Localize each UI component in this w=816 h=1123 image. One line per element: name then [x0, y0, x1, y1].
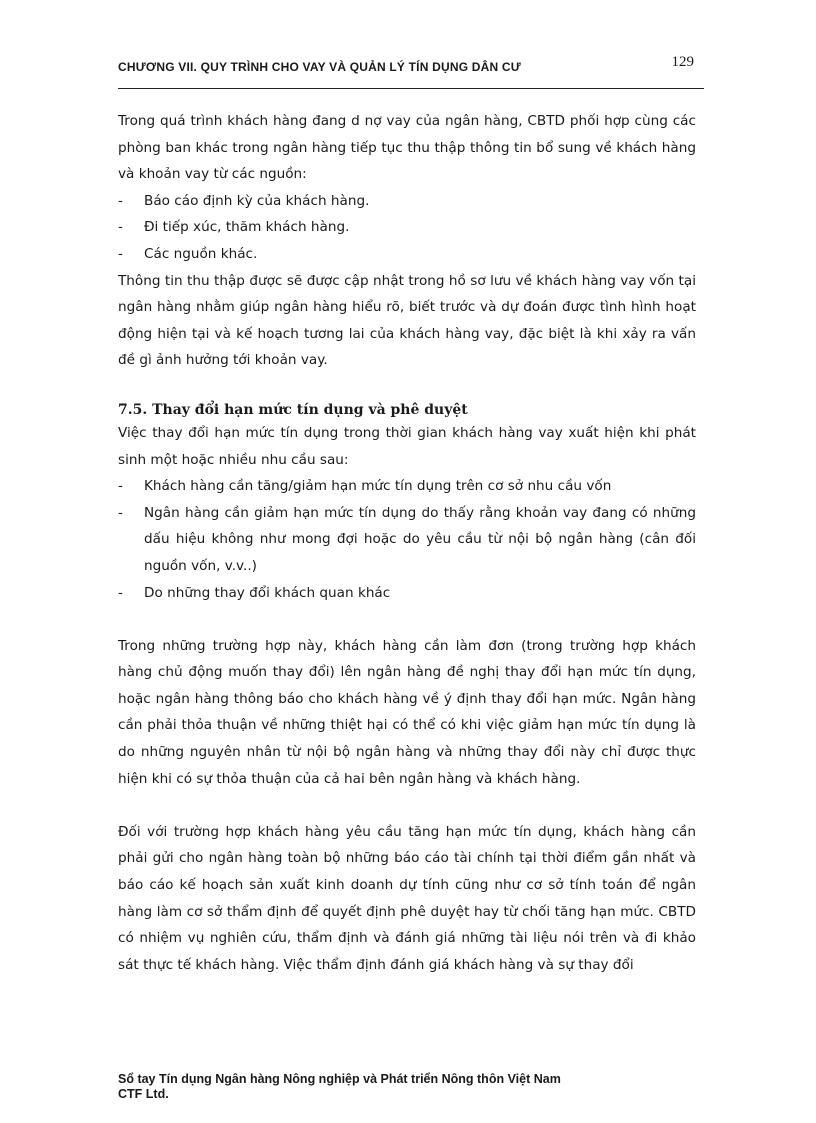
page-body — [118, 108, 696, 978]
increase-paragraph: Đối với trường hợp khách hàng yêu cầu tăng hạn mức tín dụng, khách hàng cần phải gửi cho ngân hàng toàn bộ những báo cáo tài chính tại thời điểm gần nhất và báo cáo kế hoạch sản xuất kinh doanh dự tính cũng như cơ sở tính toán để ngân hàng làm cơ sở thẩm định để quyết định phê duyệt hay từ chối tăng hạn mức. CBTD có nhiệm vụ nghiên cứu, thẩm định và đánh giá những tài liệu nói trên và đi khảo sát thực tế khách hàng. Việc thẩm định đánh giá khách hàng và sự thay đổi — [118, 823, 696, 973]
list-item-text: Báo cáo định kỳ của khách hàng. — [144, 192, 370, 209]
cases-paragraph: Trong những trường hợp này, khách hàng cần làm đơn (trong trường hợp khách hàng chủ động muốn thay đổi) lên ngân hàng đề nghị thay đổi hạn mức tín dụng, hoặc ngân hàng thông báo cho khách hàng về ý định thay đổi hạn mức. Ngân hàng cần phải thỏa thuận về những thiệt hại có thể có khi việc giảm hạn mức tín dụng là do những nguyên nhân từ nội bộ ngân hàng và những thay đổi này chỉ được thực hiện khi có sự thỏa thuận của cả hai bên ngân hàng và khách hàng. — [118, 637, 696, 787]
page-footer — [118, 1072, 561, 1102]
list-item — [118, 500, 696, 580]
chapter-title: CHƯƠNG VII. QUY TRÌNH CHO VAY VÀ QUẢN LÝ TÍN DỤNG DÂN CƯ — [118, 60, 521, 74]
intro-paragraph: Trong quá trình khách hàng đang d nợ vay của ngân hàng, CBTD phối hợp cùng các phòng ban khác trong ngân hàng tiếp tục thu thập thông tin bổ sung về khách hàng và khoản vay từ các nguồn: — [118, 113, 696, 183]
page-number: 129 — [671, 54, 694, 70]
footer-book-title: Sổ tay Tín dụng Ngân hàng Nông nghiệp và Phát triển Nông thôn Việt Nam — [118, 1072, 561, 1086]
bullet-dash: - — [118, 219, 123, 236]
list-item-text: Khách hàng cần tăng/giảm hạn mức tín dụng trên cơ sở nhu cầu vốn — [144, 478, 612, 495]
update-paragraph: Thông tin thu thập được sẽ được cập nhật trong hồ sơ lưu về khách hàng vay vốn tại ngân hàng nhằm giúp ngân hàng hiểu rõ, biết trước và dự đoán được tình hình hoạt động hiện tại và kế hoạch tương lai của khách hàng vay, đặc biệt là khi xảy ra vấn đề gì ảnh hưởng tới khoản vay. — [118, 272, 696, 369]
bullet-dash: - — [118, 192, 123, 209]
list-item-text: Đi tiếp xúc, thăm khách hàng. — [144, 219, 350, 236]
list-item-text: Do những thay đổi khách quan khác — [144, 584, 391, 601]
list-item — [118, 473, 696, 500]
footer-publisher: CTF Ltd. — [118, 1087, 169, 1101]
list-item-text: Các nguồn khác. — [144, 245, 258, 262]
section-heading: 7.5. Thay đổi hạn mức tín dụng và phê duyệt — [118, 401, 468, 418]
bullet-dash: - — [118, 245, 123, 262]
list-item — [118, 241, 696, 268]
list-item-text: Ngân hàng cần giảm hạn mức tín dụng do thấy rằng khoản vay đang có những dấu hiệu không như mong đợi hoặc do yêu cầu từ nội bộ ngân hàng (cân đối nguồn vốn, v.v..) — [144, 504, 696, 574]
list-item — [118, 214, 696, 241]
paragraph-spacer — [118, 606, 696, 633]
list-item — [118, 188, 696, 215]
page-header — [118, 52, 704, 89]
bullet-dash: - — [118, 478, 123, 495]
bullet-dash: - — [118, 584, 123, 601]
list-item — [118, 580, 696, 607]
paragraph-spacer — [118, 792, 696, 819]
bullet-dash: - — [118, 504, 123, 521]
section-intro-paragraph: Việc thay đổi hạn mức tín dụng trong thời gian khách hàng vay xuất hiện khi phát sinh một hoặc nhiều nhu cầu sau: — [118, 424, 696, 468]
